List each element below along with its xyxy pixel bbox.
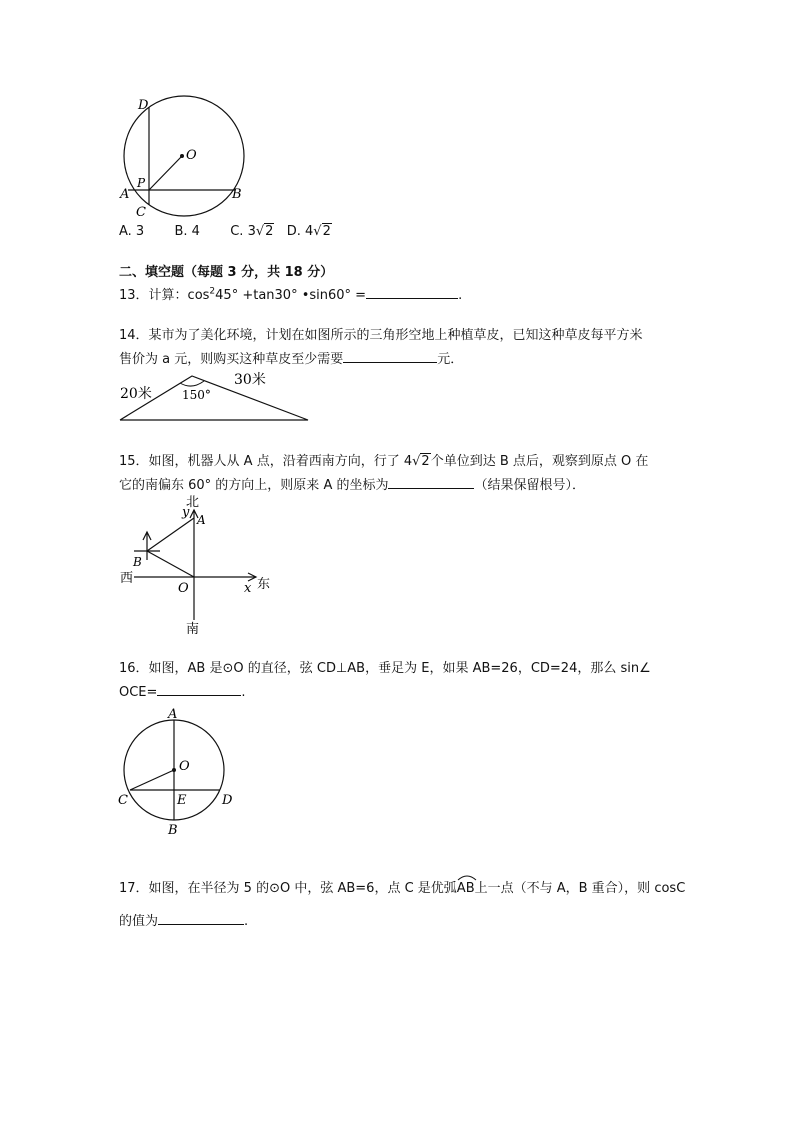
q14-triangle-figure	[114, 368, 314, 424]
q12-segment-po	[149, 156, 182, 190]
q16-center-dot	[172, 768, 176, 772]
arc-ab-notation: AB	[457, 879, 475, 899]
q15-axes-figure	[116, 494, 286, 636]
q16-label-d: D	[222, 793, 233, 808]
q12-label-d: D	[138, 98, 149, 113]
q15-label-y: y	[182, 505, 190, 520]
question-17-line2: 的值为 .	[119, 910, 248, 932]
q16-label-b: B	[168, 823, 178, 838]
q16-label-c: C	[118, 793, 128, 808]
q14-angle-label: 150°	[182, 388, 211, 402]
q12-options	[119, 222, 332, 242]
q15-label-north: 北	[186, 495, 200, 510]
q12-center-dot	[180, 154, 184, 158]
sqrt-symbol: √2	[313, 224, 331, 239]
answer-blank[interactable]	[157, 681, 241, 696]
answer-blank[interactable]	[158, 910, 244, 925]
question-17-line1: 17．如图，在半径为 5 的⊙O 中，弦 AB=6，点 C 是优弧 AB上一点（不与 A，B 重合），则 cosC	[119, 879, 685, 899]
sqrt-symbol: √2	[255, 224, 274, 239]
q16-label-o: O	[179, 759, 190, 774]
q12-label-a: A	[120, 187, 130, 202]
question-14-line1: 14．某市为了美化环境，计划在如图所示的三角形空地上种植草皮，已知这种草皮每平方米	[119, 328, 643, 343]
q12-option-c: C. 3√2	[230, 224, 274, 239]
q12-circle-figure	[112, 94, 262, 220]
answer-blank[interactable]	[343, 348, 437, 363]
q16-label-e: E	[177, 793, 187, 808]
q12-option-d: D. 4√2	[287, 224, 332, 239]
q12-option-b: B. 4	[174, 224, 200, 239]
q16-label-a: A	[168, 707, 178, 722]
q15-label-x: x	[244, 581, 252, 596]
answer-blank[interactable]	[366, 284, 458, 299]
q15-label-south: 南	[186, 622, 200, 636]
section-title: 二、填空题（每题 3 分，共 18 分）	[119, 265, 334, 280]
q15-label-east: 东	[257, 577, 271, 592]
q15-label-a: A	[197, 513, 206, 527]
question-16-line1: 16．如图，AB 是⊙O 的直径，弦 CD⊥AB，垂足为 E，如果 AB=26，CD=24，那么 sin∠	[119, 661, 651, 676]
question-15-line2: 它的南偏东 60° 的方向上，则原来 A 的坐标为 （结果保留根号）．	[119, 474, 585, 496]
q12-label-p: P	[137, 176, 146, 190]
question-13: 13．计算：$\cos^245^\circ +\tan 30^\circ$ •sin60° = .	[119, 284, 462, 306]
q15-label-o: O	[178, 581, 189, 596]
q16-circle-figure	[112, 704, 242, 838]
q14-left-side-label: 20米	[120, 386, 152, 402]
question-14-line2: 售价为 a 元，则购买这种草皮至少需要 元．	[119, 348, 463, 370]
q16-segment-oc	[130, 770, 174, 790]
q15-segment-ab	[147, 518, 194, 551]
q12-option-a: A. 3	[119, 224, 145, 239]
q15-label-b: B	[133, 555, 142, 569]
question-16-line2: OCE= .	[119, 681, 246, 703]
q12-label-o: O	[186, 148, 197, 163]
answer-blank[interactable]	[388, 474, 474, 489]
q15-label-west: 西	[120, 571, 134, 586]
q12-label-b: B	[232, 187, 242, 202]
q12-label-c: C	[136, 205, 146, 220]
q15-segment-bo	[147, 551, 194, 577]
q14-right-side-label: 30米	[234, 372, 266, 388]
sqrt-symbol: √2	[412, 454, 430, 469]
question-15-line1: 15．如图，机器人从 A 点，沿着西南方向，行了 4√2个单位到达 B 点后，观察到原点 O 在	[119, 452, 648, 472]
